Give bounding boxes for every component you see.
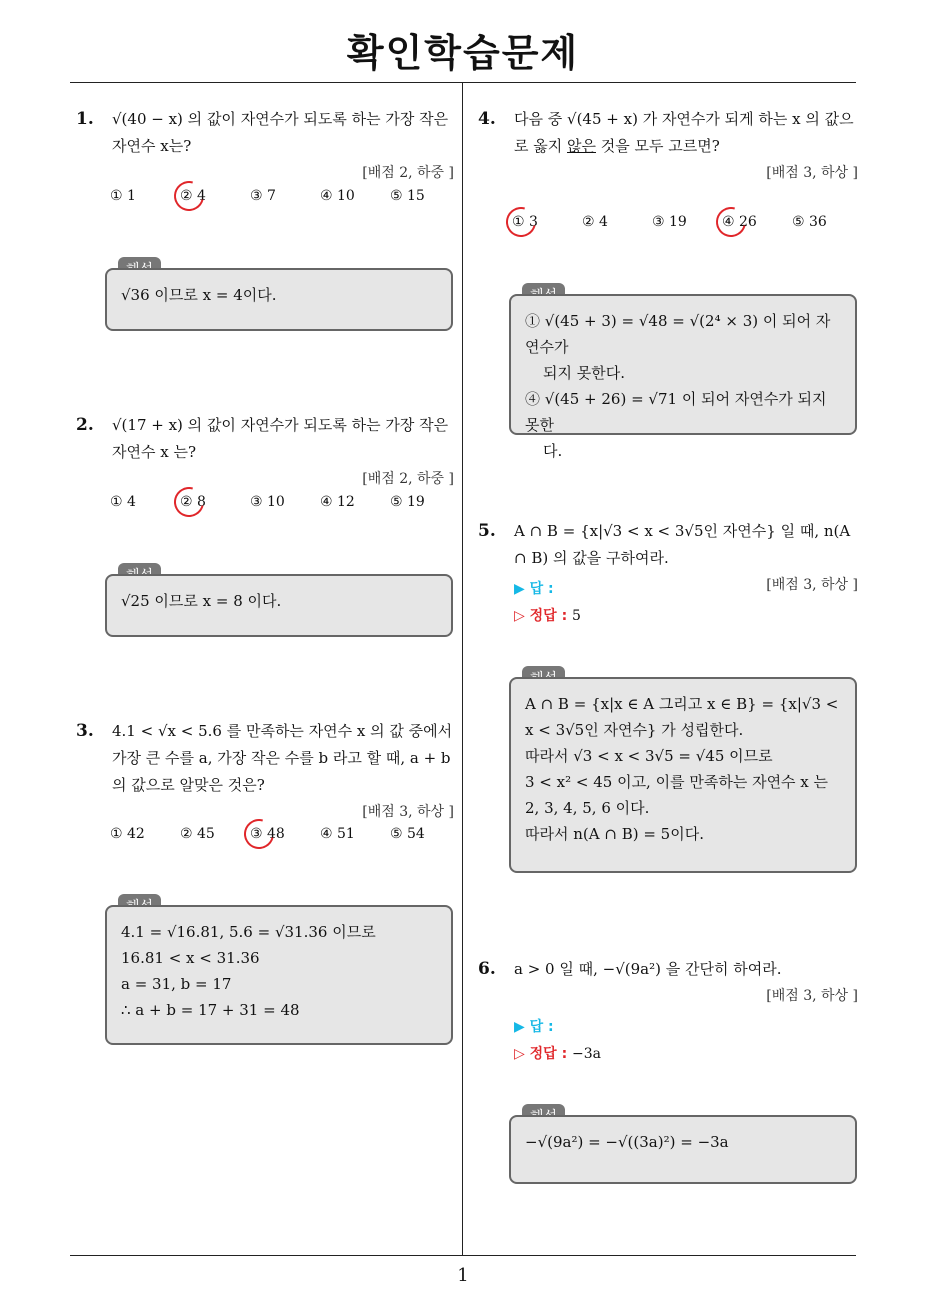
solution-box-3: 4.1 = √16.81, 5.6 = √31.36 이므로 16.81 < x < 31.36 a = 31, b = 17 ∴ a + b = 17 + 31 = 48 — [105, 905, 453, 1045]
question-meta: [배점 3, 하상 ] — [766, 165, 858, 181]
choice-1-1[interactable]: ① 1 — [110, 188, 136, 204]
answer-input-label: ▶ 답 : — [514, 581, 554, 597]
top-rule — [70, 82, 856, 83]
question-number: 5. — [478, 521, 496, 541]
question-meta: [배점 2, 하중 ] — [362, 471, 454, 487]
choice-2-3[interactable]: ③ 10 — [250, 494, 285, 510]
choice-4-1[interactable]: ① 3 — [512, 214, 538, 230]
choice-2-4[interactable]: ④ 12 — [320, 494, 355, 510]
choice-1-3[interactable]: ③ 7 — [250, 188, 276, 204]
answer-mark — [711, 202, 752, 243]
question-text: √(40 − x) 의 값이 자연수가 되도록 하는 가장 작은 자연수 x는? [배점 2, 하중 ] — [112, 106, 454, 187]
question-number: 4. — [478, 109, 496, 129]
question-meta: [배점 3, 하상 ] — [766, 988, 858, 1004]
choice-4-2[interactable]: ② 4 — [582, 214, 608, 230]
question-text: a > 0 일 때, −√(9a²) 을 간단히 하여라. [배점 3, 하상 ] — [514, 956, 858, 1010]
correct-answer: ▷ 정답 : 5 — [514, 608, 581, 624]
question-4 — [478, 106, 858, 187]
question-text: 4.1 < √x < 5.6 를 만족하는 자연수 x 의 값 중에서 가장 큰 수를 a, 가장 작은 수를 b 라고 할 때, a + b 의 값으로 알맞은 것은? [배점 3, 하상 ] — [112, 718, 454, 826]
column-divider — [462, 83, 463, 1255]
question-text: A ∩ B = {x|√3 < x < 3√5인 자연수} 일 때, n(A ∩ B) 의 값을 구하여라. [배점 3, 하상 ] — [514, 518, 858, 599]
choice-4-3[interactable]: ③ 19 — [652, 214, 687, 230]
choice-3-5[interactable]: ⑤ 54 — [390, 826, 425, 842]
choice-2-5[interactable]: ⑤ 19 — [390, 494, 425, 510]
question-meta: [배점 3, 하상 ] — [362, 804, 454, 820]
question-number: 6. — [478, 959, 496, 979]
question-meta: [배점 2, 하중 ] — [362, 165, 454, 181]
bottom-rule — [70, 1255, 856, 1256]
choice-4-4[interactable]: ④ 26 — [722, 214, 757, 230]
question-text: 다음 중 √(45 + x) 가 자연수가 되게 하는 x 의 값으로 옳지 않은 것을 모두 고르면? [배점 3, 하상 ] — [514, 106, 858, 187]
answer-input-label: ▶ 답 : — [514, 1019, 554, 1035]
choice-1-2[interactable]: ② 4 — [180, 188, 206, 204]
choice-2-2[interactable]: ② 8 — [180, 494, 206, 510]
question-6 — [478, 956, 858, 1010]
question-number: 3. — [76, 721, 94, 741]
choice-3-2[interactable]: ② 45 — [180, 826, 215, 842]
solution-box-5: A ∩ B = {x|x ∈ A 그리고 x ∈ B} = {x|√3 < x < 3√5인 자연수} 가 성립한다. 따라서 √3 < x < 3√5 = √45 이므로 3 < x² < 45 이고, 이를 만족하는 자연수 x 는 2, 3, 4, 5, 6 이다. 따라서 n(A ∩ B) = 5이다. — [509, 677, 857, 873]
choice-3-4[interactable]: ④ 51 — [320, 826, 355, 842]
answer-mark — [501, 202, 542, 243]
question-1 — [76, 106, 454, 187]
solution-box-6: −√(9a²) = −√((3a)²) = −3a — [509, 1115, 857, 1184]
question-number: 2. — [76, 415, 94, 435]
choice-4-5[interactable]: ⑤ 36 — [792, 214, 827, 230]
question-text: √(17 + x) 의 값이 자연수가 되도록 하는 가장 작은 자연수 x 는? [배점 2, 하중 ] — [112, 412, 454, 493]
page-number: 1 — [457, 1265, 469, 1286]
choice-3-1[interactable]: ① 42 — [110, 826, 145, 842]
correct-answer: ▷ 정답 : −3a — [514, 1046, 602, 1062]
page-title: 확인학습문제 — [346, 31, 580, 75]
choice-2-1[interactable]: ① 4 — [110, 494, 136, 510]
question-number: 1. — [76, 109, 94, 129]
question-2 — [76, 412, 454, 493]
solution-box-2: √25 이므로 x = 8 이다. — [105, 574, 453, 637]
solution-box-4: ① √(45 + 3) = √48 = √(2⁴ × 3) 이 되어 자연수가 되지 못한다. ④ √(45 + 26) = √71 이 되어 자연수가 되지 못한 다. — [509, 294, 857, 435]
question-meta: [배점 3, 하상 ] — [766, 577, 858, 593]
solution-box-1: √36 이므로 x = 4이다. — [105, 268, 453, 331]
choice-1-4[interactable]: ④ 10 — [320, 188, 355, 204]
question-3 — [76, 718, 454, 826]
choice-1-5[interactable]: ⑤ 15 — [390, 188, 425, 204]
choice-3-3[interactable]: ③ 48 — [250, 826, 285, 842]
